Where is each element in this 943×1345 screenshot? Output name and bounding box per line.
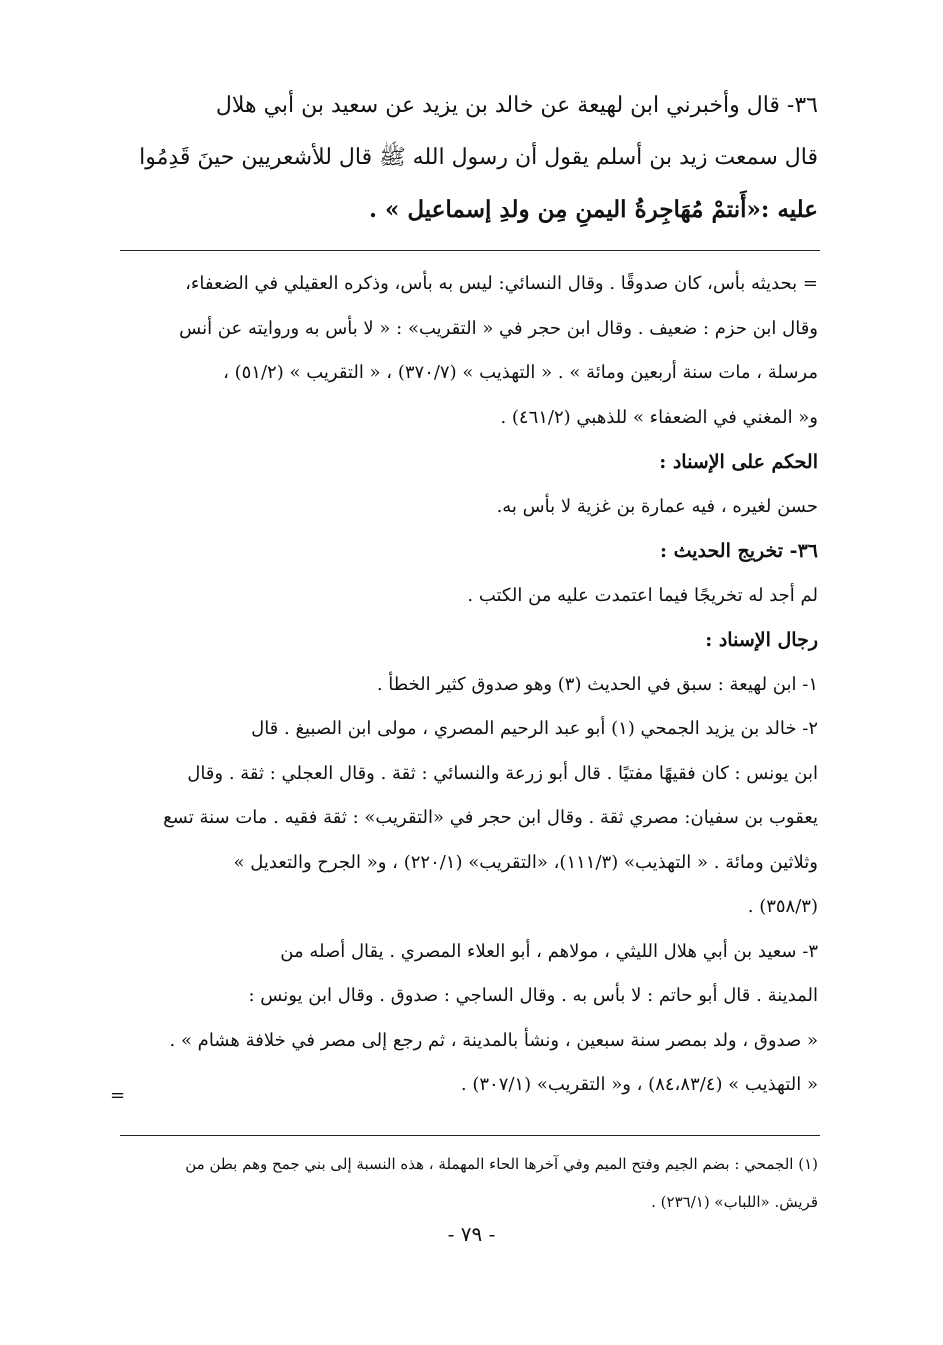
main-line: قال سمعت زيد بن أسلم يقول أن رسول الله ﷺ قال للأشعريين حينَ قَدِمُوا [139,145,818,170]
main-line: عليه :«أَنتمْ مُهَاجِرةُ اليمنِ مِن ولدِ إسماعيل » . [368,196,818,223]
section-heading: الحكم على الإسناد : [659,451,818,473]
note-line: ١- ابن لهيعة : سبق في الحديث (٣) وهو صدوق كثير الخطأ . [376,673,818,695]
footnote-line: (١) الجمحي : بضم الجيم وفتح الميم وفي آخرها الحاء المهملة ، هذه النسبة إلى بني جمح وهم بطن من [185,1155,818,1173]
note-line: مرسلة ، مات سنة أربعين ومائة » . « التهذيب » (٣٧٠/٧) ، « التقريب » (٥١/٢) ، [223,362,818,383]
separator-rule [120,250,820,251]
page-number: - ٧٩ - [447,1222,496,1246]
note-line: حسن لغيره ، فيه عمارة بن غزية لا بأس به. [496,495,818,517]
note-line: « صدوق ، ولد بمصر سنة سبعين ، ونشأ بالمدينة ، ثم رجع إلى مصر في خلافة هشام » . [169,1029,818,1051]
footnote-line: قريش. «اللباب» (٢٣٦/١) . [651,1193,818,1211]
note-line: ابن يونس : كان فقيهًا مفتيًا . قال أبو زرعة والنسائي : ثقة . وقال العجلي : ثقة . وقال [187,762,818,784]
footnote-separator [120,1135,820,1136]
note-line: = بحديثه بأس، كان صدوقًا . وقال النسائي: ليس به بأس، وذكره العقيلي في الضعفاء، [185,273,818,294]
section-heading: ٣٦- تخريج الحديث : [659,540,818,562]
note-line: وقال ابن حزم : ضعيف . وقال ابن حجر في « التقريب» : « لا بأس به وروايته عن أنس [179,317,818,339]
main-line: ٣٦- قال وأخبرني ابن لهيعة عن خالد بن يزيد عن سعيد بن أبي هلال [215,93,818,118]
footnote [108,1145,818,1221]
hadith-main-text [118,80,818,236]
note-line: المدينة . قال أبو حاتم : لا بأس به . وقال الساجي : صدوق . وقال ابن يونس : [248,985,818,1006]
section-heading: رجال الإسناد : [705,629,818,651]
note-line: يعقوب بن سفيان: مصري ثقة . وقال ابن حجر في «التقريب» : ثقة فقيه . مات سنة تسع [163,807,818,828]
note-line: « التهذيب » (٨٤،٨٣/٤) ، و« التقريب» (٣٠٧/١) . [460,1074,818,1095]
note-line: و« المغني في الضعفاء » للذهبي (٤٦١/٢) . [500,406,818,428]
note-line: لم أجد له تخريجًا فيما اعتمدت عليه من الكتب . [467,584,818,606]
note-line: ٢- خالد بن يزيد الجمحي (١) أبو عبد الرحيم المصري ، مولى ابن الصبيغ . قال [251,718,818,739]
commentary-notes [118,262,818,1108]
note-line: (٣٥٨/٣) . [747,896,818,917]
note-line: ٣- سعيد بن أبي هلال الليثي ، مولاهم ، أبو العلاء المصري . يقال أصله من [280,940,818,962]
note-line: وثلاثين ومائة . « التهذيب» (١١١/٣)، «التقريب» (٢٢٠/١) ، و« الجرح والتعديل » [233,851,818,873]
continuation-mark: = [110,1085,126,1106]
